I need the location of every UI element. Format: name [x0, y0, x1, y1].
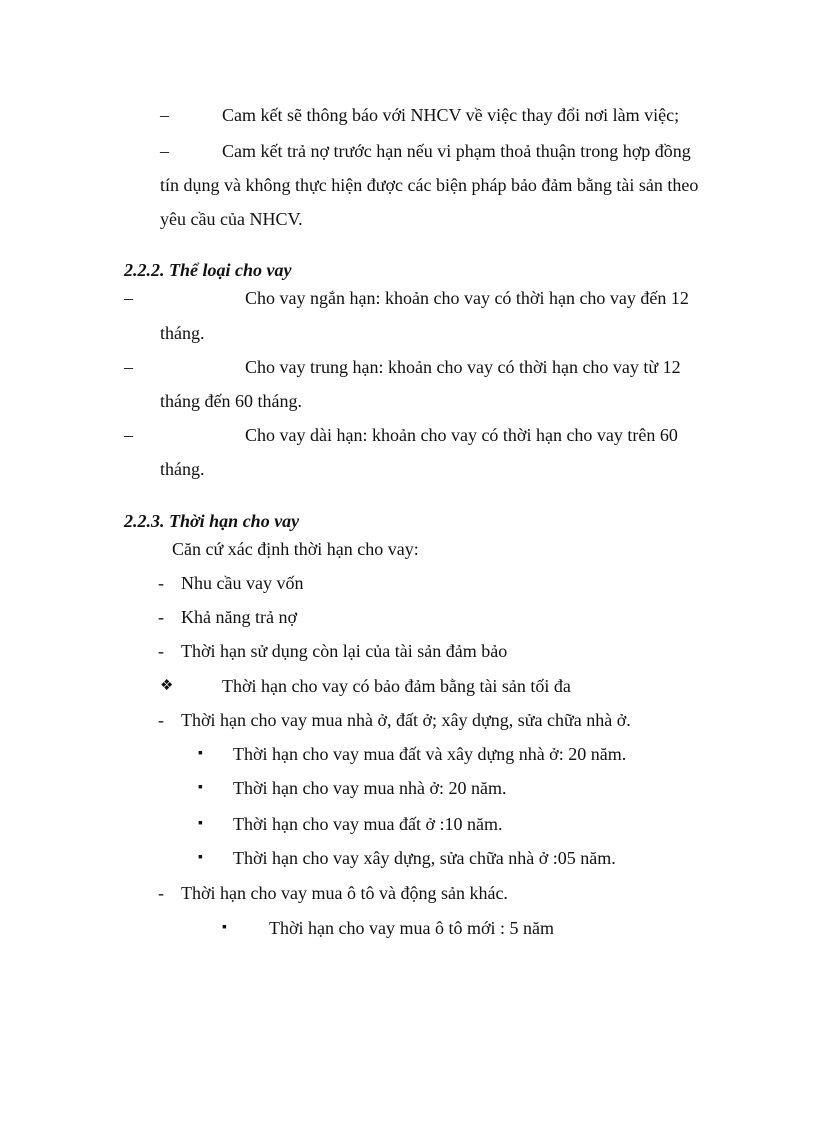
text-line: tín dụng và không thực hiện được các biện pháp bảo đảm bằng tài sản theo: [160, 175, 699, 195]
text-line: Cam kết sẽ thông báo với NHCV về việc thay đổi nơi làm việc;: [222, 105, 680, 125]
text-line: tháng.: [160, 323, 205, 343]
diamond-bullet-icon: ❖: [160, 678, 174, 694]
list-item: Thời hạn cho vay mua đất và xây dựng nhà ở: 20 năm.: [233, 744, 627, 764]
list-item: Khả năng trả nợ: [181, 607, 297, 627]
list-item: Thời hạn cho vay mua nhà ở, đất ở; xây dựng, sửa chữa nhà ở.: [181, 710, 631, 730]
section-heading: 2.2.2. Thể loại cho vay: [124, 260, 292, 280]
text-line: tháng đến 60 tháng.: [160, 391, 302, 411]
list-item: Thời hạn cho vay mua ô tô mới : 5 năm: [269, 918, 554, 938]
text-line: Cho vay dài hạn: khoản cho vay có thời hạn cho vay trên 60: [245, 425, 678, 445]
hyphen-bullet: -: [158, 710, 164, 730]
list-item: Thời hạn cho vay mua đất ở :10 năm.: [233, 814, 503, 834]
list-item: Thời hạn sử dụng còn lại của tài sản đảm bảo: [181, 641, 508, 661]
text-line: Căn cứ xác định thời hạn cho vay:: [172, 539, 419, 559]
hyphen-bullet: -: [158, 607, 164, 627]
list-item: [245, 287, 748, 309]
square-bullet-icon: ▪: [198, 850, 203, 865]
list-item: Thời hạn cho vay có bảo đảm bằng tài sản tối đa: [222, 676, 571, 696]
text-line: Cho vay ngắn hạn: khoản cho vay có thời hạn cho vay đến 12: [245, 288, 689, 308]
hyphen-bullet: -: [158, 573, 164, 593]
list-item: Thời hạn cho vay mua ô tô và động sản khác.: [181, 883, 508, 903]
dash-bullet: –: [124, 357, 133, 377]
dash-bullet: –: [124, 425, 133, 445]
square-bullet-icon: ▪: [198, 780, 203, 795]
dash-bullet: –: [160, 105, 169, 125]
dash-bullet: –: [124, 288, 133, 308]
list-item: Thời hạn cho vay xây dựng, sửa chữa nhà ở :05 năm.: [233, 848, 616, 868]
text-line: yêu cầu của NHCV.: [160, 209, 303, 229]
list-item: Nhu cầu vay vốn: [181, 573, 304, 593]
text-line: Cam kết trả nợ trước hạn nếu vi phạm thoả thuận trong hợp đồng: [222, 141, 691, 161]
list-item: Thời hạn cho vay mua nhà ở: 20 năm.: [233, 778, 507, 798]
square-bullet-icon: ▪: [222, 920, 227, 935]
hyphen-bullet: -: [158, 641, 164, 661]
square-bullet-icon: ▪: [198, 816, 203, 831]
square-bullet-icon: ▪: [198, 746, 203, 761]
hyphen-bullet: -: [158, 883, 164, 903]
section-heading: 2.2.3. Thời hạn cho vay: [124, 511, 300, 531]
text-line: tháng.: [160, 459, 205, 479]
dash-bullet: –: [160, 141, 169, 161]
text-line: Cho vay trung hạn: khoản cho vay có thời hạn cho vay từ 12: [245, 357, 681, 377]
